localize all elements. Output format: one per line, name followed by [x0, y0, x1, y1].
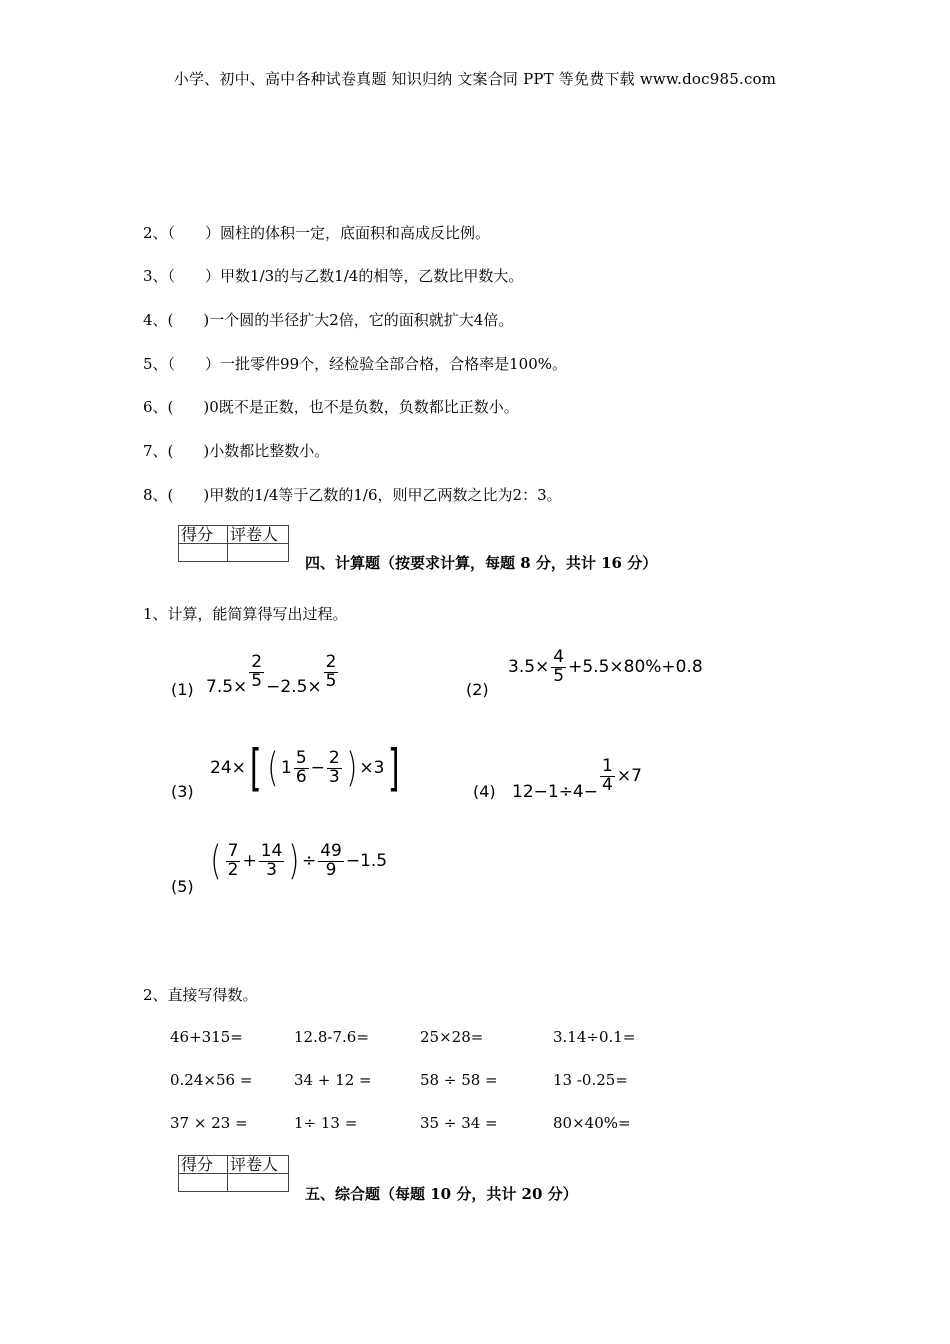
expr3-minus: −	[310, 758, 325, 778]
expr2-frac1	[551, 649, 566, 686]
expr1-frac2	[324, 651, 339, 691]
direct-cell: 12.8-7.6=	[294, 1028, 369, 1046]
expr3-b: ×3	[359, 758, 385, 778]
calc-expr-5	[208, 838, 388, 884]
score-label: 得分	[179, 526, 228, 544]
tf-question-4: 4、( )一个圆的半径扩大2倍，它的面积就扩大4倍。	[143, 311, 514, 329]
tf-question-2: 2、（ ）圆柱的体积一定，底面积和高成反比例。	[143, 224, 491, 242]
tf-question-3: 3、（ ）甲数1/3的与乙数1/4的相等，乙数比甲数大。	[143, 267, 524, 285]
close-bracket: ]	[388, 739, 401, 797]
direct-cell: 37 × 23 =	[170, 1114, 248, 1132]
expr5-d2: 3	[266, 859, 277, 880]
calc-label-5: (5)	[171, 877, 194, 896]
expr5-plus: +	[242, 851, 257, 871]
expr3-whole: 1	[281, 758, 292, 778]
direct-cell: 25×28=	[420, 1028, 484, 1046]
expr3-d1: 6	[295, 766, 307, 787]
calc-label-2: (2)	[466, 680, 489, 699]
tf-question-7: 7、( )小数都比整数小。	[143, 442, 330, 460]
section4-title: 四、计算题（按要求计算，每题 8 分，共计 16 分）	[305, 554, 658, 572]
expr5-n2: 14	[260, 840, 283, 861]
expr3-d2: 3	[328, 766, 340, 787]
grader-label: 评卷人	[228, 1156, 289, 1174]
open-paren: (	[267, 745, 279, 791]
direct-cell: 58 ÷ 58 =	[420, 1071, 498, 1089]
expr5-b: −1.5	[345, 851, 388, 871]
expr3-a: 24×	[210, 758, 246, 778]
expr5-n1: 7	[227, 840, 239, 861]
expr1-d1: 5	[251, 670, 263, 691]
direct-cell: 80×40%=	[553, 1114, 631, 1132]
expr3-n1: 5	[295, 747, 307, 768]
tf-question-5: 5、（ ）一批零件99个，经检验全部合格，合格率是100%。	[143, 355, 568, 373]
expr5-frac1	[226, 840, 241, 880]
calc-question-1: 1、计算，能简算得写出过程。	[143, 605, 348, 623]
direct-cell: 3.14÷0.1=	[553, 1028, 636, 1046]
grader-cell	[228, 1174, 289, 1192]
direct-cell: 34 + 12 =	[294, 1071, 372, 1089]
score-cell	[179, 544, 228, 562]
calc-expr-1	[206, 647, 340, 697]
expr4-d1: 4	[602, 774, 613, 795]
calc-expr-3	[210, 739, 404, 797]
expr1-b: −2.5×	[266, 677, 322, 697]
expr3-frac2	[327, 747, 342, 787]
direct-cell: 0.24×56 =	[170, 1071, 253, 1089]
expr5-d1: 2	[227, 859, 239, 880]
expr2-n1: 4	[553, 647, 565, 667]
expr3-frac1	[294, 747, 309, 787]
open-paren: (	[210, 838, 222, 884]
tf-question-6: 6、( )0既不是正数，也不是负数，负数都比正数小。	[143, 398, 519, 416]
expr1-frac1	[249, 651, 264, 691]
close-paren: )	[346, 745, 358, 791]
expr4-n1: 1	[602, 755, 613, 776]
calc-expr-4	[512, 750, 642, 802]
direct-cell: 13 -0.25=	[553, 1071, 628, 1089]
close-paren: )	[288, 838, 300, 884]
expr3-n2: 2	[328, 747, 340, 768]
expr4-a: 12−1÷4−	[512, 782, 598, 802]
calc-label-3: (3)	[171, 782, 194, 801]
calc-expr-2	[508, 649, 703, 686]
page-header: 小学、初中、高中各种试卷真题 知识归纳 文案合同 PPT 等免费下载 www.doc985.com	[173, 70, 777, 88]
expr2-b: +5.5×80%+0.8	[568, 657, 703, 678]
expr1-a: 7.5×	[206, 677, 248, 697]
grader-label: 评卷人	[228, 526, 289, 544]
direct-cell: 46+315=	[170, 1028, 243, 1046]
expr5-frac2	[259, 840, 285, 880]
expr1-d2: 5	[325, 670, 337, 691]
calc-label-4: (4)	[473, 782, 496, 801]
expr5-d3: 9	[325, 859, 337, 880]
expr5-n3: 49	[320, 840, 342, 861]
direct-cell: 1÷ 13 =	[294, 1114, 358, 1132]
direct-calc-question: 2、直接写得数。	[143, 986, 258, 1004]
expr4-frac1	[600, 755, 615, 795]
tf-question-8: 8、( )甲数的1/4等于乙数的1/6，则甲乙两数之比为2：3。	[143, 486, 562, 504]
score-label: 得分	[179, 1156, 228, 1174]
expr2-d1: 5	[553, 665, 565, 686]
score-cell	[179, 1174, 228, 1192]
open-bracket: [	[249, 739, 262, 797]
section5-title: 五、综合题（每题 10 分，共计 20 分）	[305, 1185, 578, 1203]
expr1-n2: 2	[325, 651, 337, 672]
calc-label-1: (1)	[171, 680, 194, 699]
expr2-a: 3.5×	[508, 657, 550, 678]
score-box-section4	[178, 525, 289, 562]
grader-cell	[228, 544, 289, 562]
expr5-div: ÷	[301, 851, 317, 871]
score-box-section5	[178, 1155, 289, 1192]
expr5-frac3	[318, 840, 344, 880]
expr4-b: ×7	[616, 766, 642, 786]
direct-cell: 35 ÷ 34 =	[420, 1114, 498, 1132]
expr1-n1: 2	[251, 651, 263, 672]
